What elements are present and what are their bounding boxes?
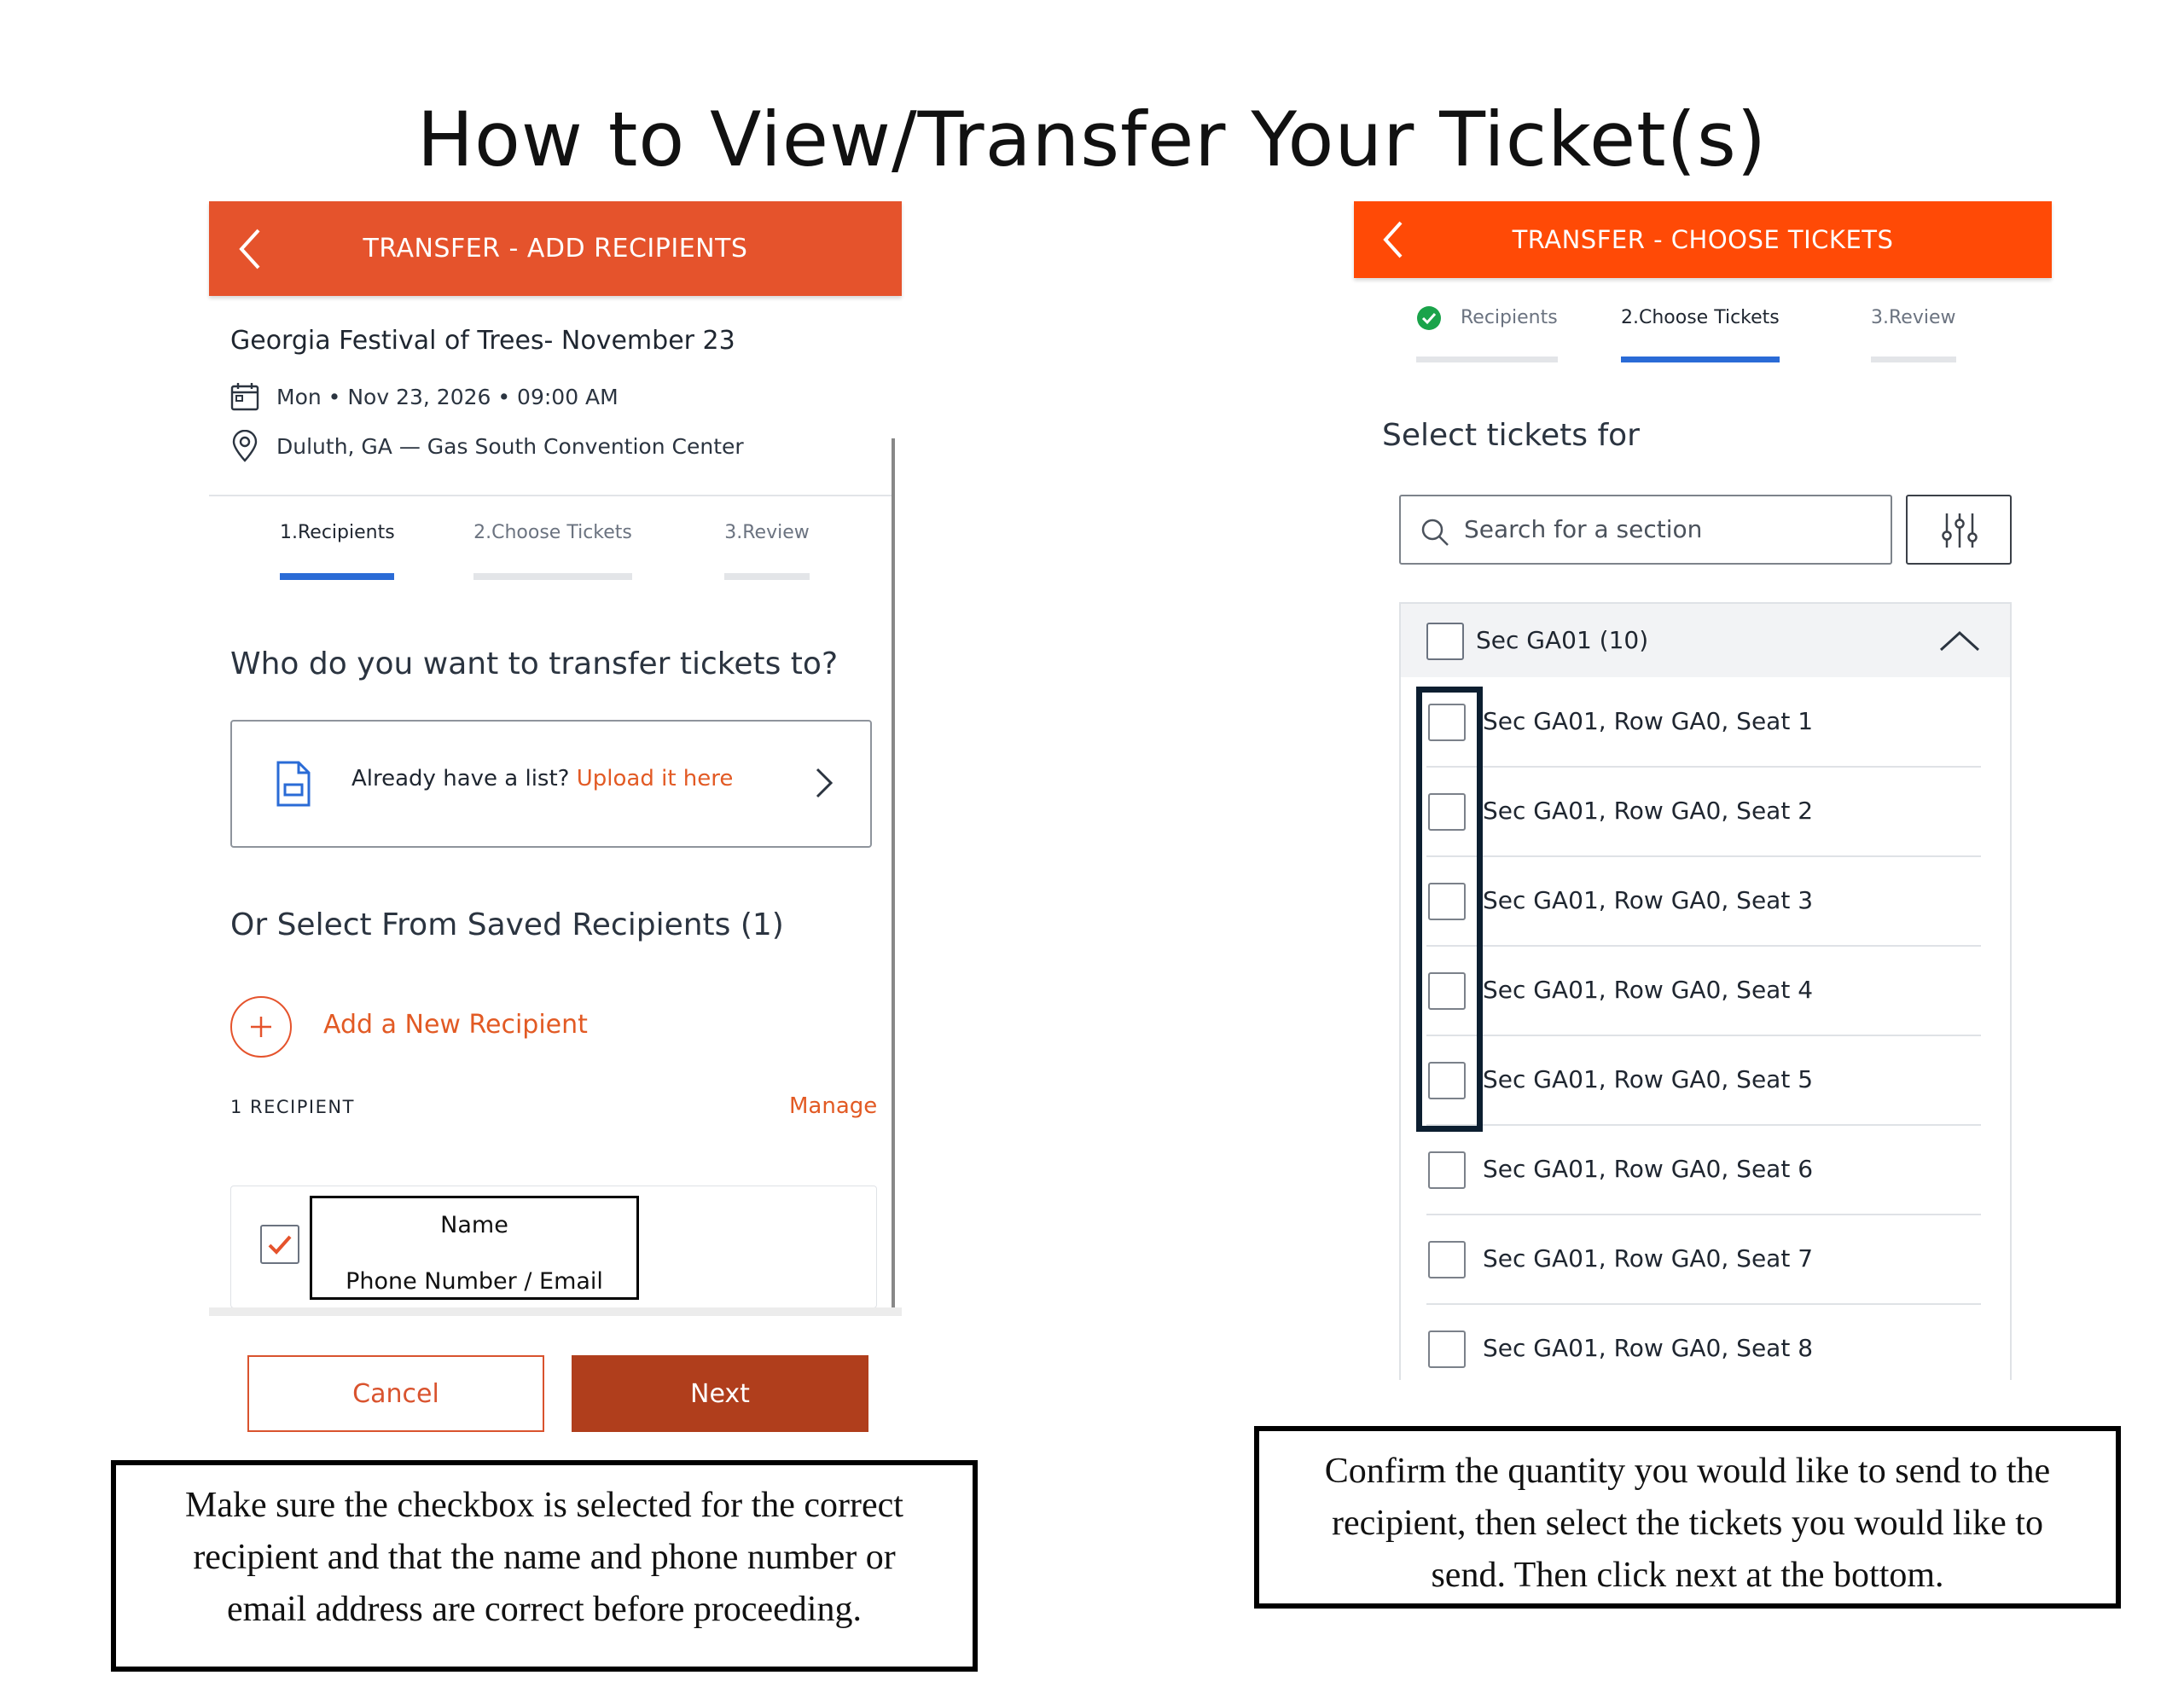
section-label: Sec GA01 (10) (1476, 626, 1649, 654)
step-review[interactable] (1871, 307, 1956, 328)
header-title: TRANSFER - ADD RECIPIENTS (363, 234, 748, 264)
caption-line: recipient and that the name and phone number or (193, 1538, 896, 1577)
bottom-shadow (209, 1307, 902, 1316)
search-icon (1420, 517, 1450, 548)
seat-label: Sec GA01, Row GA0, Seat 3 (1483, 886, 1814, 914)
seat-label: Sec GA01, Row GA0, Seat 8 (1483, 1334, 1814, 1362)
seat-label: Sec GA01, Row GA0, Seat 5 (1483, 1065, 1814, 1093)
cancel-button[interactable]: Cancel (247, 1355, 544, 1432)
seat-checkbox[interactable] (1428, 1151, 1466, 1189)
step-label: 3.Review (1871, 307, 1956, 328)
section-search-input[interactable] (1399, 495, 1892, 565)
header-title: TRANSFER - CHOOSE TICKETS (1512, 225, 1894, 254)
section-checkbox[interactable] (1426, 623, 1464, 660)
scrollbar[interactable] (892, 438, 895, 1308)
recipient-name: Name (440, 1212, 508, 1238)
step-label: 1.Recipients (280, 522, 395, 543)
chevron-up-icon[interactable] (1938, 628, 1981, 653)
add-recipients-screen (209, 201, 902, 1310)
caption-line: Confirm the quantity you would like to send to the (1324, 1452, 2051, 1491)
seat-row[interactable] (1426, 678, 1981, 768)
saved-recipients-heading: Or Select From Saved Recipients (1) (230, 907, 784, 942)
caption-line: Make sure the checkbox is selected for the correct (185, 1486, 903, 1525)
seat-label: Sec GA01, Row GA0, Seat 6 (1483, 1155, 1814, 1183)
step-label: Recipients (1461, 307, 1558, 328)
filter-button[interactable] (1906, 495, 2012, 565)
manage-link[interactable]: Manage (789, 1093, 878, 1119)
add-recipient-link[interactable]: Add a New Recipient (323, 1010, 588, 1040)
step-indicator (209, 522, 892, 578)
next-button[interactable]: Next (572, 1355, 868, 1432)
seat-label: Sec GA01, Row GA0, Seat 2 (1483, 797, 1814, 825)
recipient-count: 1 RECIPIENT (230, 1097, 355, 1117)
sliders-icon (1940, 510, 1979, 551)
caption-left (111, 1460, 978, 1672)
recipient-details-highlight (310, 1196, 639, 1300)
select-tickets-heading: Select tickets for (1382, 418, 1640, 453)
event-location: Duluth, GA — Gas South Convention Center (276, 433, 744, 459)
event-date: Mon • Nov 23, 2026 • 09:00 AM (276, 384, 619, 409)
checkbox-highlight-box (1416, 687, 1483, 1132)
seat-label: Sec GA01, Row GA0, Seat 1 (1483, 707, 1814, 735)
seat-label: Sec GA01, Row GA0, Seat 4 (1483, 976, 1814, 1004)
seat-row[interactable] (1426, 857, 1981, 947)
step-choose-tickets[interactable] (1621, 307, 1780, 328)
upload-prompt: Already have a list? (351, 766, 570, 791)
location-pin-icon (230, 430, 259, 462)
section-header[interactable] (1401, 604, 2010, 677)
plus-icon (232, 998, 290, 1056)
search-placeholder: Search for a section (1464, 515, 1703, 543)
seat-row[interactable] (1426, 1305, 1981, 1394)
seat-checkbox[interactable] (1428, 1330, 1466, 1368)
recipient-checkbox[interactable] (260, 1225, 299, 1264)
choose-tickets-header (1354, 201, 2052, 278)
event-date-row (230, 382, 619, 411)
caption-line: email address are correct before proceeding. (227, 1590, 862, 1629)
step-label: 2.Choose Tickets (473, 522, 632, 543)
step-label: 3.Review (724, 522, 810, 543)
divider (209, 495, 892, 496)
event-title: Georgia Festival of Trees- November 23 (230, 326, 735, 356)
caption-line: recipient, then select the tickets you would like to (1332, 1504, 2043, 1543)
step-label: 2.Choose Tickets (1621, 307, 1780, 328)
upload-list-card[interactable] (230, 720, 872, 848)
upload-link[interactable]: Upload it here (576, 766, 734, 791)
seat-row[interactable] (1426, 1126, 1981, 1215)
step-recipients[interactable] (280, 522, 394, 543)
document-icon (275, 761, 312, 807)
event-location-row (230, 430, 744, 462)
add-recipient-button[interactable] (230, 996, 292, 1058)
page-title: How to View/Transfer Your Ticket(s) (416, 96, 1768, 183)
header-bar (209, 201, 902, 296)
seat-label: Sec GA01, Row GA0, Seat 7 (1483, 1244, 1814, 1272)
step-indicator (1354, 307, 2052, 375)
seat-row[interactable] (1426, 1215, 1981, 1305)
upload-text (351, 766, 733, 791)
transfer-question: Who do you want to transfer tickets to? (230, 646, 839, 681)
seat-row[interactable] (1426, 947, 1981, 1036)
caption-right (1254, 1426, 2121, 1609)
step-review[interactable] (724, 522, 810, 543)
seat-row[interactable] (1426, 1036, 1981, 1126)
seat-checkbox[interactable] (1428, 1241, 1466, 1278)
chevron-right-icon (814, 766, 834, 800)
check-circle-icon (1416, 305, 1442, 331)
step-choose-tickets[interactable] (473, 522, 632, 543)
seat-row[interactable] (1426, 768, 1981, 857)
calendar-icon (230, 382, 259, 411)
recipient-contact: Phone Number / Email (346, 1268, 603, 1295)
checkmark-icon (262, 1226, 298, 1262)
caption-line: send. Then click next at the bottom. (1431, 1556, 1944, 1595)
